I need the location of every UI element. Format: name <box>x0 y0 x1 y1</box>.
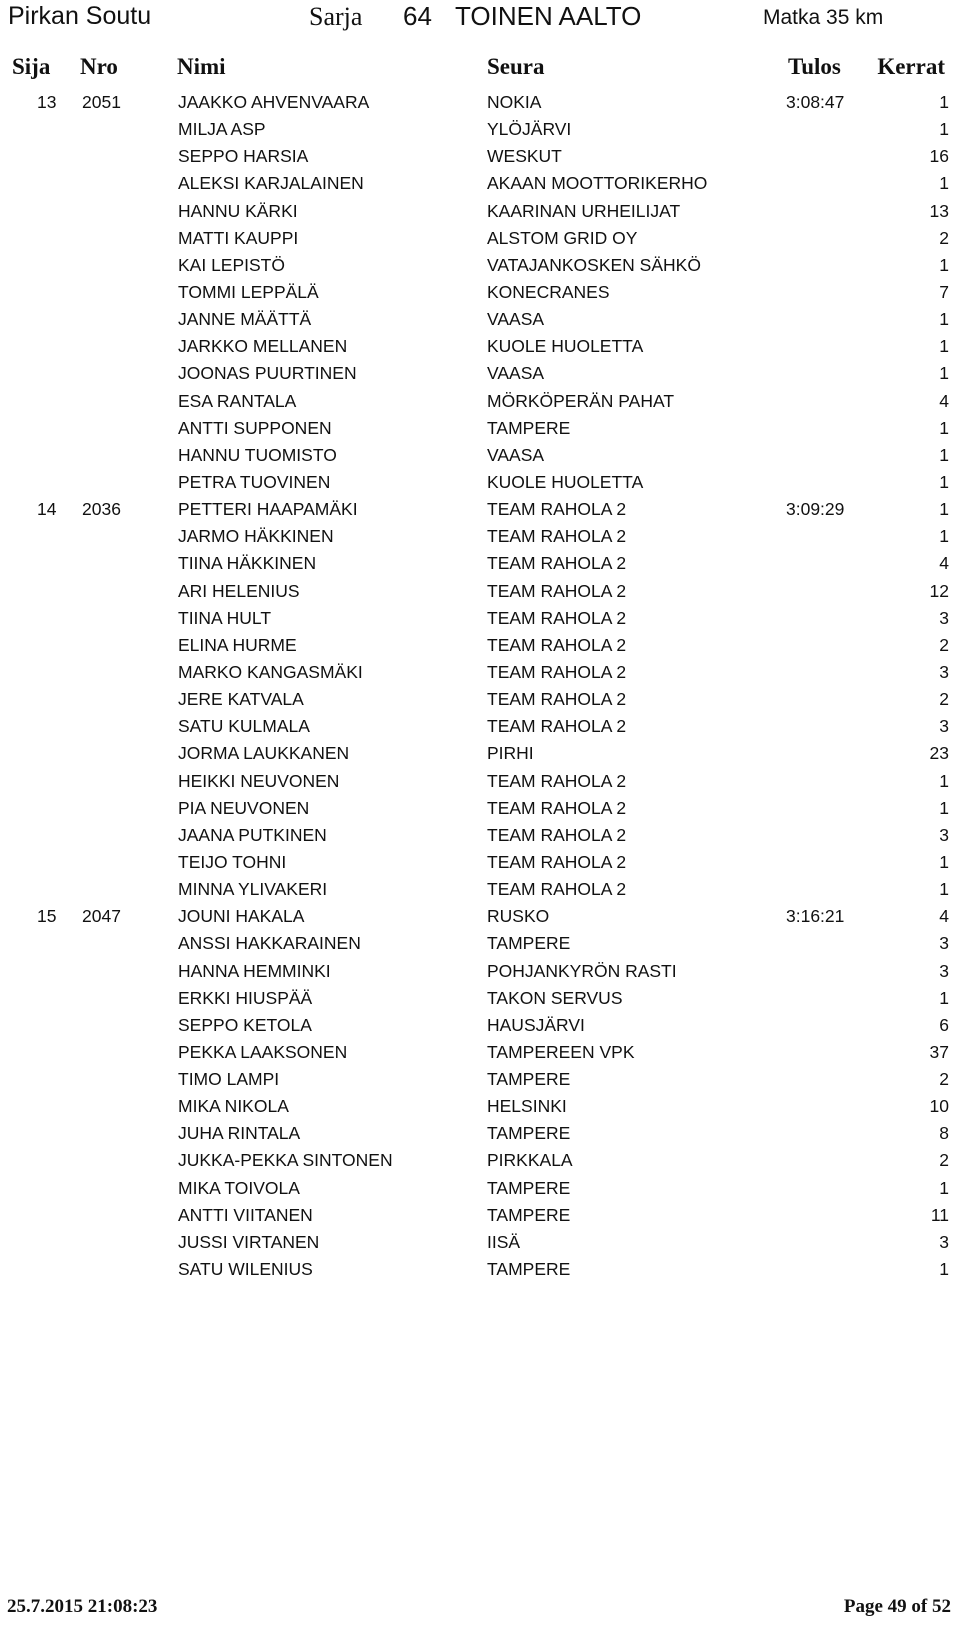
rower-name: JAANA PUTKINEN <box>178 824 327 845</box>
club: TEAM RAHOLA 2 <box>487 661 627 682</box>
rower-name: PETRA TUOVINEN <box>178 471 331 492</box>
result-row <box>0 116 960 143</box>
club: YLÖJÄRVI <box>487 119 572 140</box>
club: TEAM RAHOLA 2 <box>487 580 627 601</box>
club: ALSTOM GRID OY <box>487 227 638 248</box>
column-header-kerrat: Kerrat <box>877 54 945 79</box>
rower-name: TEIJO TOHNI <box>178 851 287 872</box>
rower-name: ARI HELENIUS <box>178 580 300 601</box>
result-row <box>0 279 960 306</box>
result-row <box>0 388 960 415</box>
rower-name: KAI LEPISTÖ <box>178 254 285 275</box>
times-count: 1 <box>939 336 949 357</box>
club: TEAM RAHOLA 2 <box>487 553 627 574</box>
times-count: 2 <box>939 634 949 655</box>
result-row <box>0 768 960 795</box>
result-row <box>0 1256 960 1283</box>
times-count: 3 <box>939 933 949 954</box>
times-count: 1 <box>939 254 949 275</box>
club: TAMPERE <box>487 1204 571 1225</box>
result-row <box>0 659 960 686</box>
club: TAMPEREEN VPK <box>487 1041 635 1062</box>
times-count: 1 <box>939 92 949 112</box>
rower-name: MARKO KANGASMÄKI <box>178 661 363 682</box>
result-row <box>0 198 960 225</box>
column-headers <box>0 50 960 84</box>
times-count: 13 <box>929 200 949 221</box>
rower-name: TOMMI LEPPÄLÄ <box>178 281 319 302</box>
club: TAMPERE <box>487 1259 571 1280</box>
rower-name: ALEKSI KARJALAINEN <box>178 173 364 194</box>
sarja-label: Sarja <box>309 2 363 31</box>
result-row <box>0 903 960 930</box>
result-row <box>0 740 960 767</box>
club: TAMPERE <box>487 1123 571 1144</box>
club: TAMPERE <box>487 933 571 954</box>
rower-name: TIINA HÄKKINEN <box>178 553 317 574</box>
bib-number: 2047 <box>82 906 121 927</box>
times-count: 1 <box>939 526 949 547</box>
result-row <box>0 1093 960 1120</box>
page-footer <box>0 1592 960 1622</box>
club: TEAM RAHOLA 2 <box>487 499 627 520</box>
result-row <box>0 1066 960 1093</box>
club: TEAM RAHOLA 2 <box>487 879 627 900</box>
rower-name: PETTERI HAAPAMÄKI <box>178 499 358 520</box>
rower-name: MATTI KAUPPI <box>178 227 299 248</box>
result-row <box>0 89 960 116</box>
club: WESKUT <box>487 146 562 167</box>
result-row <box>0 930 960 957</box>
print-timestamp: 25.7.2015 21:08:23 <box>7 1596 158 1617</box>
result-row <box>0 632 960 659</box>
result-row <box>0 333 960 360</box>
times-count: 3 <box>939 661 949 682</box>
club: TAMPERE <box>487 417 571 438</box>
result-row <box>0 1229 960 1256</box>
page-header <box>0 0 960 36</box>
times-count: 7 <box>939 281 949 302</box>
times-count: 3 <box>939 1231 949 1252</box>
rower-name: MIKA NIKOLA <box>178 1096 289 1117</box>
column-header-sija: Sija <box>12 54 51 79</box>
rower-name: JAAKKO AHVENVAARA <box>178 92 370 112</box>
times-count: 2 <box>939 1069 949 1090</box>
column-header-tulos: Tulos <box>788 54 841 79</box>
club: VAASA <box>487 363 545 384</box>
rower-name: JORMA LAUKKANEN <box>178 743 350 764</box>
times-count: 4 <box>939 553 949 574</box>
rower-name: MILJA ASP <box>178 119 266 140</box>
times-count: 1 <box>939 1177 949 1198</box>
column-header-nro: Nro <box>80 54 118 79</box>
finish-time: 3:08:47 <box>786 92 845 112</box>
club: TEAM RAHOLA 2 <box>487 851 627 872</box>
club: PIRKKALA <box>487 1150 573 1171</box>
result-row <box>0 1120 960 1147</box>
times-count: 2 <box>939 227 949 248</box>
rower-name: ANTTI VIITANEN <box>178 1204 313 1225</box>
rower-name: JARKKO MELLANEN <box>178 336 348 357</box>
times-count: 1 <box>939 851 949 872</box>
result-row <box>0 1175 960 1202</box>
times-count: 3 <box>939 607 949 628</box>
times-count: 4 <box>939 906 949 927</box>
club: TAMPERE <box>487 1069 571 1090</box>
rower-name: JANNE MÄÄTTÄ <box>178 309 312 330</box>
result-row <box>0 170 960 197</box>
result-row <box>0 1147 960 1174</box>
rower-name: ELINA HURME <box>178 634 297 655</box>
rower-name: HANNU KÄRKI <box>178 200 298 221</box>
bib-number: 2036 <box>82 499 121 520</box>
result-row <box>0 252 960 279</box>
result-row <box>0 822 960 849</box>
rower-name: JOUNI HAKALA <box>178 906 305 927</box>
times-count: 3 <box>939 716 949 737</box>
club: KAARINAN URHEILIJAT <box>487 200 681 221</box>
rower-name: JUSSI VIRTANEN <box>178 1231 320 1252</box>
distance-label: Matka 35 km <box>763 6 884 29</box>
club: VAASA <box>487 309 545 330</box>
result-row <box>0 550 960 577</box>
result-row <box>0 225 960 252</box>
result-row <box>0 876 960 903</box>
column-header-nimi: Nimi <box>177 54 226 79</box>
result-row <box>0 1039 960 1066</box>
club: TEAM RAHOLA 2 <box>487 716 627 737</box>
times-count: 37 <box>929 1041 949 1062</box>
club: HELSINKI <box>487 1096 567 1117</box>
times-count: 1 <box>939 770 949 791</box>
club: TEAM RAHOLA 2 <box>487 689 627 710</box>
rower-name: PIA NEUVONEN <box>178 797 310 818</box>
result-row <box>0 578 960 605</box>
sarja-name: TOINEN AALTO <box>455 1 642 31</box>
times-count: 2 <box>939 1150 949 1171</box>
bib-number: 2051 <box>82 92 121 112</box>
times-count: 1 <box>939 119 949 140</box>
result-row <box>0 1202 960 1229</box>
rower-name: TIINA HULT <box>178 607 272 628</box>
times-count: 1 <box>939 471 949 492</box>
result-row <box>0 985 960 1012</box>
times-count: 4 <box>939 390 949 411</box>
result-row <box>0 795 960 822</box>
result-row <box>0 958 960 985</box>
rower-name: JUKKA-PEKKA SINTONEN <box>178 1150 393 1171</box>
result-row <box>0 496 960 523</box>
club: KUOLE HUOLETTA <box>487 336 644 357</box>
rank: 13 <box>37 92 57 112</box>
rower-name: JERE KATVALA <box>178 689 304 710</box>
club: TEAM RAHOLA 2 <box>487 770 627 791</box>
result-row <box>0 415 960 442</box>
times-count: 11 <box>930 1204 949 1225</box>
rank: 14 <box>37 499 57 520</box>
club: RUSKO <box>487 906 550 927</box>
result-row <box>0 605 960 632</box>
rower-name: ANSSI HAKKARAINEN <box>178 933 361 954</box>
rower-name: SATU WILENIUS <box>178 1259 313 1280</box>
column-header-seura: Seura <box>487 54 545 79</box>
times-count: 1 <box>939 309 949 330</box>
rower-name: ERKKI HIUSPÄÄ <box>178 987 313 1008</box>
times-count: 2 <box>939 689 949 710</box>
club: TEAM RAHOLA 2 <box>487 634 627 655</box>
rower-name: JUHA RINTALA <box>178 1123 301 1144</box>
club: AKAAN MOOTTORIKERHO <box>487 173 708 194</box>
finish-time: 3:16:21 <box>786 906 845 927</box>
result-row <box>0 306 960 333</box>
times-count: 1 <box>939 444 949 465</box>
result-row <box>0 523 960 550</box>
times-count: 3 <box>939 960 949 981</box>
times-count: 1 <box>939 173 949 194</box>
club: PIRHI <box>487 743 534 764</box>
times-count: 1 <box>939 363 949 384</box>
result-row <box>0 1012 960 1039</box>
times-count: 1 <box>939 499 949 520</box>
page-number: Page 49 of 52 <box>843 1596 951 1617</box>
result-row <box>0 143 960 170</box>
rower-name: SEPPO HARSIA <box>178 146 309 167</box>
club: TEAM RAHOLA 2 <box>487 797 627 818</box>
rower-name: ANTTI SUPPONEN <box>178 417 332 438</box>
times-count: 23 <box>929 743 949 764</box>
times-count: 10 <box>929 1096 949 1117</box>
race-title: Pirkan Soutu <box>8 2 152 30</box>
rower-name: HANNU TUOMISTO <box>178 444 337 465</box>
finish-time: 3:09:29 <box>786 499 845 520</box>
rower-name: HANNA HEMMINKI <box>178 960 331 981</box>
rower-name: PEKKA LAAKSONEN <box>178 1041 348 1062</box>
rower-name: HEIKKI NEUVONEN <box>178 770 340 791</box>
club: HAUSJÄRVI <box>487 1014 585 1035</box>
rower-name: TIMO LAMPI <box>178 1069 280 1090</box>
result-row <box>0 713 960 740</box>
rower-name: MINNA YLIVAKERI <box>178 879 328 900</box>
club: VAASA <box>487 444 545 465</box>
times-count: 12 <box>929 580 949 601</box>
times-count: 1 <box>939 417 949 438</box>
rower-name: SATU KULMALA <box>178 716 310 737</box>
club: IISÄ <box>487 1231 521 1252</box>
club: TEAM RAHOLA 2 <box>487 824 627 845</box>
rower-name: ESA RANTALA <box>178 390 297 411</box>
club: TAMPERE <box>487 1177 571 1198</box>
club: TEAM RAHOLA 2 <box>487 607 627 628</box>
club: TAKON SERVUS <box>487 987 623 1008</box>
results-list <box>0 89 960 1283</box>
club: TEAM RAHOLA 2 <box>487 526 627 547</box>
rower-name: SEPPO KETOLA <box>178 1014 312 1035</box>
rower-name: MIKA TOIVOLA <box>178 1177 300 1198</box>
times-count: 6 <box>939 1014 949 1035</box>
rank: 15 <box>37 906 57 927</box>
club: KUOLE HUOLETTA <box>487 471 644 492</box>
result-row <box>0 442 960 469</box>
times-count: 1 <box>939 1259 949 1280</box>
result-row <box>0 360 960 387</box>
times-count: 3 <box>939 824 949 845</box>
club: NOKIA <box>487 92 542 112</box>
club: POHJANKYRÖN RASTI <box>487 960 677 981</box>
times-count: 1 <box>939 797 949 818</box>
result-row <box>0 686 960 713</box>
sarja-number: 64 <box>403 1 432 31</box>
times-count: 8 <box>939 1123 949 1144</box>
times-count: 1 <box>939 987 949 1008</box>
result-row <box>0 469 960 496</box>
club: MÖRKÖPERÄN PAHAT <box>487 390 675 411</box>
rower-name: JARMO HÄKKINEN <box>178 526 334 547</box>
result-row <box>0 849 960 876</box>
club: KONECRANES <box>487 281 610 302</box>
rower-name: JOONAS PUURTINEN <box>178 363 357 384</box>
club: VATAJANKOSKEN SÄHKÖ <box>487 254 701 275</box>
times-count: 16 <box>929 146 949 167</box>
times-count: 1 <box>939 879 949 900</box>
